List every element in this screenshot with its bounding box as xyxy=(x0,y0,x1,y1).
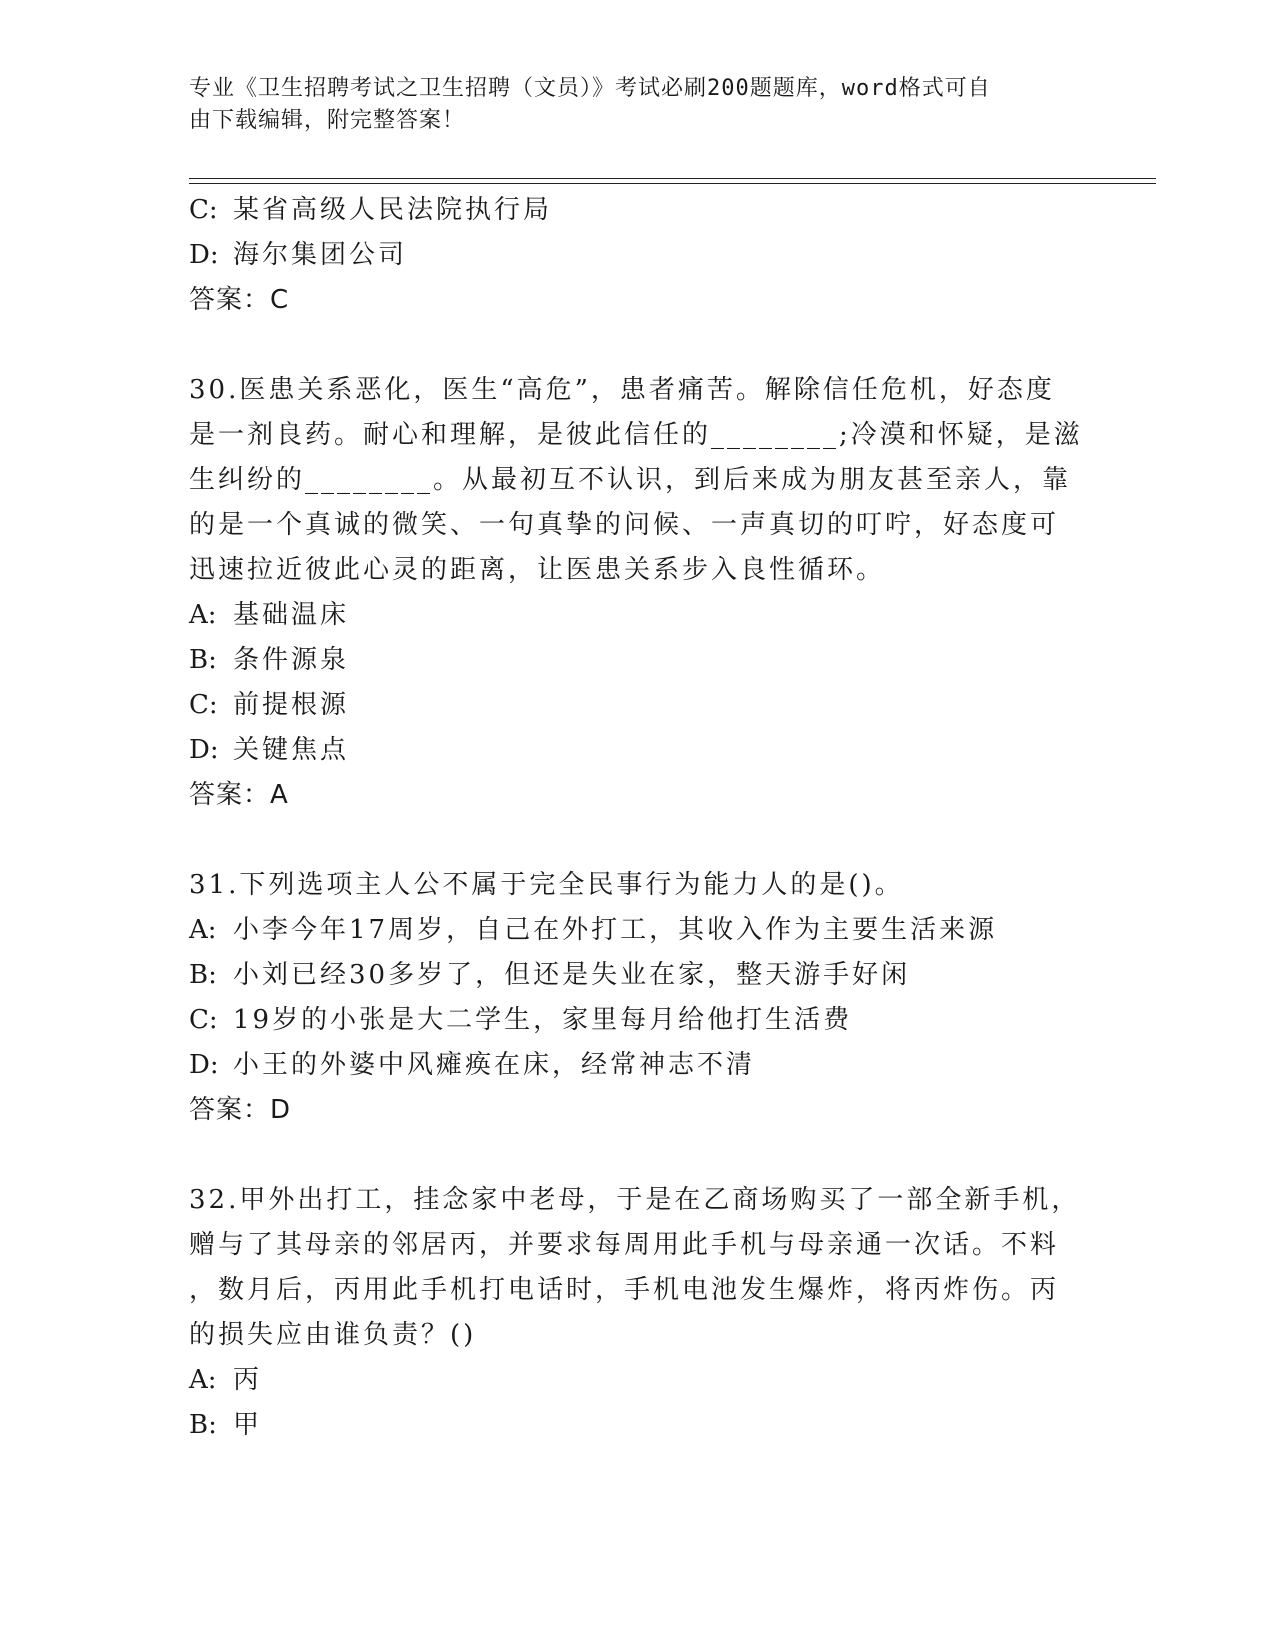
question-text xyxy=(189,863,1089,908)
answer-line: 答案：A xyxy=(189,780,289,810)
option-text: 小王的外婆中风瘫痪在床，经常神志不清 xyxy=(233,1050,756,1080)
option-text: 丙 xyxy=(233,1365,263,1395)
option-d xyxy=(189,728,1089,773)
question-line: 迅速拉近彼此心灵的距离，让医患关系步入良性循环。 xyxy=(189,555,886,585)
option-text: 某省高级人民法院执行局 xyxy=(233,195,553,225)
spacer xyxy=(189,818,1089,863)
option-text: 19岁的小张是大二学生，家里每月给他打生活费 xyxy=(233,1005,853,1035)
question-29-block xyxy=(189,188,1089,323)
answer-line: 答案：C xyxy=(189,285,290,315)
option-text: 基础温床 xyxy=(233,600,350,630)
option-text: 小刘已经30多岁了，但还是失业在家，整天游手好闲 xyxy=(233,960,911,990)
option-a xyxy=(189,593,1089,638)
option-text: 条件源泉 xyxy=(233,645,350,675)
header-title-line-2: 由下载编辑，附完整答案！ xyxy=(189,108,466,133)
question-text xyxy=(189,1178,1089,1358)
option-a xyxy=(189,908,1089,953)
spacer xyxy=(189,1133,1089,1178)
question-line: 30.医患关系恶化，医生“高危”，患者痛苦。解除信任危机，好态度 xyxy=(189,375,1055,405)
spacer xyxy=(189,323,1089,368)
question-31-block xyxy=(189,863,1089,1133)
option-text: 海尔集团公司 xyxy=(233,240,408,270)
question-line: 32.甲外出打工，挂念家中老母，于是在乙商场购买了一部全新手机， xyxy=(189,1185,1081,1215)
answer-line: 答案：D xyxy=(189,1095,292,1125)
option-d xyxy=(189,1043,1089,1088)
header-divider-top xyxy=(189,178,1156,179)
option-text: 小李今年17周岁，自己在外打工，其收入作为主要生活来源 xyxy=(233,915,998,945)
question-line: 的是一个真诚的微笑、一句真挚的问候、一声真切的叮咛，好态度可 xyxy=(189,510,1060,540)
option-letter: C: xyxy=(189,690,218,720)
header-title-line-1: 专业《卫生招聘考试之卫生招聘（文员）》考试必刷200题题库，word格式可自 xyxy=(189,76,991,101)
question-32-block xyxy=(189,1178,1089,1448)
option-text: 关键焦点 xyxy=(233,735,350,765)
question-line: 生纠纷的________。从最初互不认识，到后来成为朋友甚至亲人，靠 xyxy=(189,465,1072,495)
option-letter: A: xyxy=(189,600,217,630)
option-letter: B: xyxy=(189,960,217,990)
option-b xyxy=(189,1403,1089,1448)
question-line: 的损失应由谁负责？() xyxy=(189,1320,477,1350)
option-c xyxy=(189,998,1089,1043)
option-letter: B: xyxy=(189,1410,217,1440)
option-b xyxy=(189,953,1089,998)
option-letter: D: xyxy=(189,1050,219,1080)
option-letter: A: xyxy=(189,1365,217,1395)
option-letter: D: xyxy=(189,240,219,270)
option-letter: B: xyxy=(189,645,217,675)
option-a xyxy=(189,1358,1089,1403)
option-c xyxy=(189,683,1089,728)
document-header xyxy=(189,73,1079,137)
header-divider-bottom xyxy=(189,183,1156,184)
option-letter: A: xyxy=(189,915,217,945)
document-body xyxy=(189,188,1089,1448)
option-text: 甲 xyxy=(233,1410,263,1440)
option-text: 前提根源 xyxy=(233,690,350,720)
option-b xyxy=(189,638,1089,683)
question-line: 是一剂良药。耐心和理解，是彼此信任的________;冷漠和怀疑，是滋 xyxy=(189,420,1083,450)
option-c xyxy=(189,188,1089,233)
question-text xyxy=(189,368,1089,593)
option-letter: C: xyxy=(189,195,218,225)
option-d xyxy=(189,233,1089,278)
option-letter: D: xyxy=(189,735,219,765)
question-line: 赠与了其母亲的邻居丙，并要求每周用此手机与母亲通一次话。不料 xyxy=(189,1230,1060,1260)
question-line: ，数月后，丙用此手机打电话时，手机电池发生爆炸，将丙炸伤。丙 xyxy=(189,1275,1060,1305)
option-letter: C: xyxy=(189,1005,218,1035)
question-line: 31.下列选项主人公不属于完全民事行为能力人的是()。 xyxy=(189,870,904,900)
question-30-block xyxy=(189,368,1089,818)
